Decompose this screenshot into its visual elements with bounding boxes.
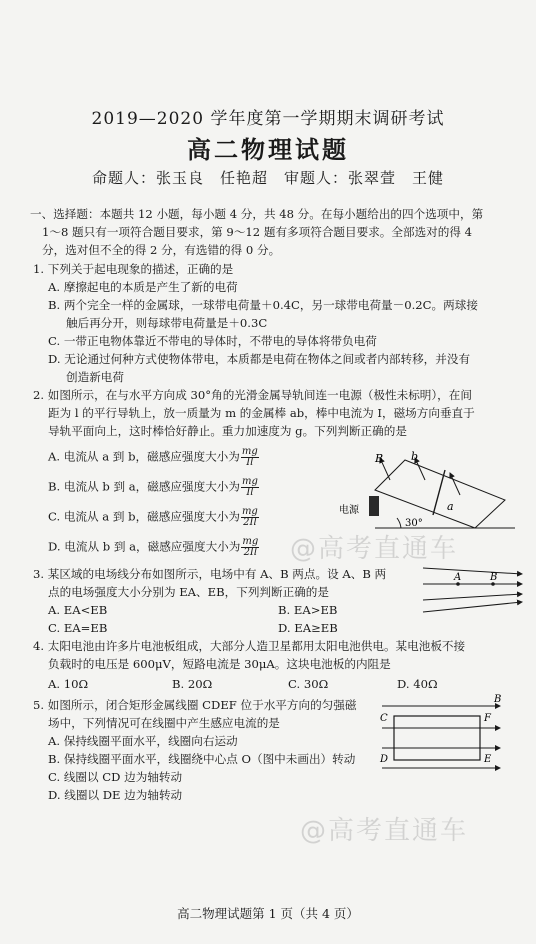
q2-stem-line3: 导轨平面向上，这时棒恰好静止。重力加速度为 g。下列判断正确的是 <box>48 424 407 438</box>
watermark-middle: @高考直通车 <box>290 534 459 564</box>
q3-fig-label-A: A <box>454 572 462 583</box>
q3-field-lines-figure <box>418 564 528 616</box>
q5-fig-label-B: B <box>494 694 502 705</box>
q4-option-d: D. 40Ω <box>397 677 438 691</box>
q2-angle-arc <box>397 518 401 528</box>
q2-a-denominator: Il <box>246 457 254 468</box>
q2-option-c <box>48 507 259 528</box>
q5-option-a: A. 保持线圈平面水平，线圈向右运动 <box>48 734 238 748</box>
q2-fig-label-a: a <box>447 500 454 513</box>
q2-b-numerator: mg <box>242 476 258 487</box>
q4-stem-line1: 4. 太阳电池由许多片电池板组成，大部分人造卫星都用太阳电池供电。某电池板不接 <box>33 639 466 653</box>
q2-option-b-text: B. 电流从 b 到 a，磁感应强度大小为 <box>48 479 240 494</box>
q4-stem-line2: 负载时的电压是 600μV，短路电流是 30μA。这块电池板的内阻是 <box>48 657 391 671</box>
q2-option-d-text: D. 电流从 b 到 a，磁感应强度大小为 <box>48 539 241 554</box>
section-instructions-line3: 分，选对但不全的得 2 分，有选错的得 0 分。 <box>42 243 281 257</box>
q2-a-numerator: mg <box>241 446 258 457</box>
q2-d-denominator: 2Il <box>243 547 258 558</box>
q2-option-d-fraction <box>241 537 259 558</box>
q1-option-a: A. 摩擦起电的本质是产生了新的电荷 <box>48 280 238 294</box>
q2-stem-line1: 2. 如图所示，在与水平方向成 30°角的光滑金属导轨间连一电源（极性未标明），在间 <box>33 388 472 402</box>
q3-option-b: B. EA>EB <box>278 603 338 617</box>
q3-field-line-3 <box>423 594 522 600</box>
subject-title: 高二物理试题 <box>187 136 349 164</box>
q2-metal-rod <box>433 470 445 515</box>
q3-fig-label-B: B <box>490 572 498 583</box>
q2-option-a <box>48 447 259 468</box>
q2-power-source <box>369 496 379 516</box>
q5-stem-line2: 场中，下列情况可在线圈中产生感应电流的是 <box>48 716 280 730</box>
q2-fig-label-b: b <box>411 450 419 463</box>
q4-option-b: B. 20Ω <box>172 677 213 691</box>
section-instructions-line1: 一、选择题：本题共 12 小题，每小题 4 分，共 48 分。在每小题给出的四个选项中，第 <box>30 207 484 221</box>
q2-field-arrow-3 <box>450 473 460 495</box>
q5-fig-label-E: E <box>484 754 492 765</box>
q5-coil-figure <box>372 692 512 780</box>
q1-option-c: C. 一带正电物体靠近不带电的导体时，不带电的导体将带负电荷 <box>48 334 377 348</box>
q2-rails-frame <box>375 460 505 528</box>
q1-option-b-line1: B. 两个完全一样的金属球，一球带电荷量＋0.4C，另一球带电荷量－0.2C。两球接 <box>48 298 478 312</box>
q5-option-c: C. 线圈以 CD 边为轴转动 <box>48 770 183 784</box>
q2-option-b <box>48 477 259 498</box>
page-footer: 高二物理试题第 1 页（共 4 页） <box>177 906 359 921</box>
authors-line: 命题人：张玉良 任艳超 审题人：张翠萱 王健 <box>91 169 444 187</box>
exam-title: 2019—2020 学年度第一学期期末调研考试 <box>91 109 445 129</box>
q3-field-line-4 <box>423 602 522 612</box>
q2-stem-line2: 距为 l 的平行导轨上，放一质量为 m 的金属棒 ab，棒中电流为 I，磁场方向垂直于 <box>48 406 475 420</box>
q2-option-c-fraction <box>241 507 259 528</box>
q1-option-b-line2: 触后再分开，则每球带电荷量是＋0.3C <box>66 316 268 330</box>
q2-c-denominator: 2Il <box>243 517 257 528</box>
q3-option-d: D. EA≥EB <box>278 621 338 635</box>
q2-incline-figure <box>335 440 525 540</box>
watermark-bottom: @高考直通车 <box>300 816 469 846</box>
q2-c-numerator: mg <box>241 506 258 517</box>
q5-fig-label-C: C <box>380 713 388 724</box>
q2-fig-label-angle: 30° <box>405 518 423 529</box>
q1-option-d-line1: D. 无论通过何种方式使物体带电，本质都是电荷在物体之间或者内部转移，并没有 <box>48 352 471 366</box>
q3-option-c: C. EA=EB <box>48 621 108 635</box>
q2-d-numerator: mg <box>242 536 259 547</box>
q3-stem-line2: 点的电场强度大小分别为 EA、EB，下列判断正确的是 <box>48 585 329 599</box>
q3-stem-line1: 3. 某区域的电场线分布如图所示，电场中有 A、B 两点。设 A、B 两 <box>33 567 387 581</box>
q1-stem: 1. 下列关于起电现象的描述，正确的是 <box>33 262 234 276</box>
q2-option-a-text: A. 电流从 a 到 b，磁感应强度大小为 <box>48 449 240 464</box>
q5-stem-line1: 5. 如图所示，闭合矩形金属线圈 CDEF 位于水平方向的匀强磁 <box>33 698 357 712</box>
q2-option-b-fraction <box>241 477 259 498</box>
q2-option-a-fraction <box>241 447 259 468</box>
q5-option-d: D. 线圈以 DE 边为轴转动 <box>48 788 183 802</box>
section-instructions-line2: 1～8 题只有一项符合题目要求，第 9～12 题有多项符合题目要求。全部选对的得 4 <box>42 225 473 239</box>
q1-option-d-line2: 创造新电荷 <box>66 370 124 384</box>
q5-fig-label-F: F <box>484 713 491 724</box>
q2-fig-label-source: 电源 <box>339 505 359 516</box>
q3-field-line-1 <box>423 568 522 574</box>
q4-option-a: A. 10Ω <box>48 677 89 691</box>
q5-coil-rectangle <box>394 716 480 760</box>
q2-option-c-text: C. 电流从 a 到 b，磁感应强度大小为 <box>48 509 240 524</box>
q2-b-denominator: Il <box>246 487 254 498</box>
q5-option-b: B. 保持线圈平面水平，线圈绕中心点 O（图中未画出）转动 <box>48 752 356 766</box>
q2-option-d <box>48 537 259 558</box>
q3-option-a: A. EA<EB <box>48 603 108 617</box>
q4-option-c: C. 30Ω <box>288 677 329 691</box>
q2-fig-label-B: B <box>375 452 384 465</box>
q5-fig-label-D: D <box>380 754 389 765</box>
